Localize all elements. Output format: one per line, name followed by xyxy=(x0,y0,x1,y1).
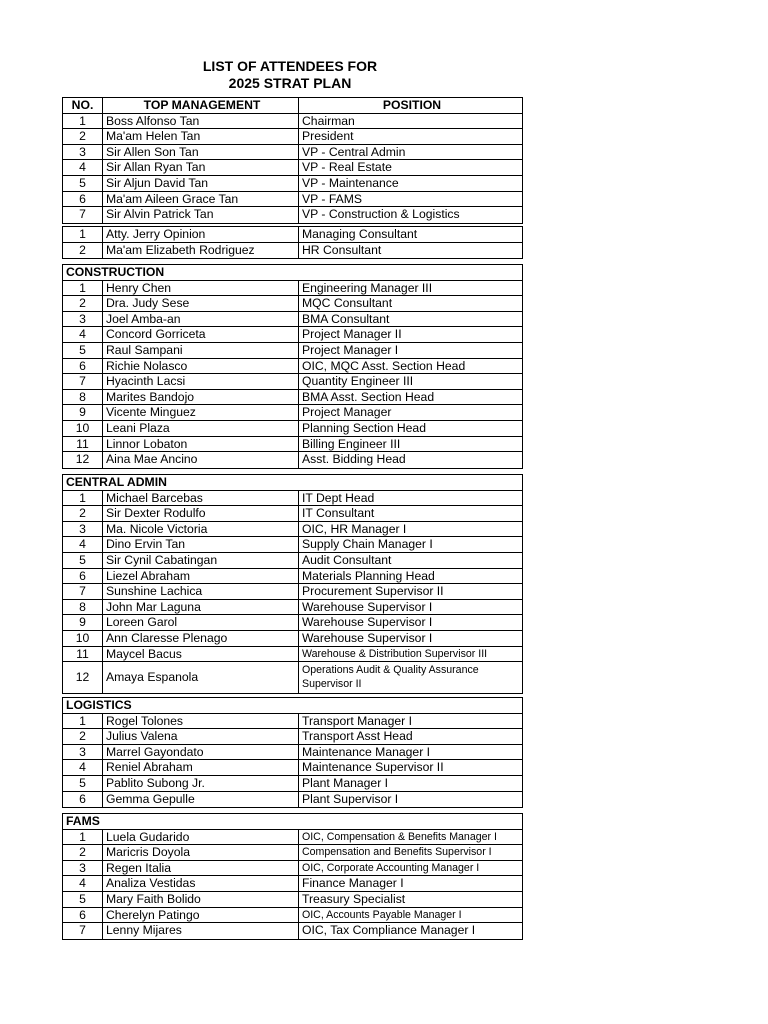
attendee-name: Liezel Abraham xyxy=(103,569,299,584)
table-row xyxy=(63,892,522,908)
title-line-1: LIST OF ATTENDEES FOR xyxy=(202,58,378,74)
table-header-row xyxy=(63,98,522,114)
row-number: 3 xyxy=(63,145,103,160)
attendee-name: Joel Amba-an xyxy=(103,312,299,327)
table-row xyxy=(63,227,522,243)
row-number: 5 xyxy=(63,776,103,791)
row-number: 12 xyxy=(63,452,103,468)
central-admin-section xyxy=(62,474,523,694)
table-row xyxy=(63,908,522,924)
row-number: 9 xyxy=(63,405,103,420)
attendee-position: Engineering Manager III xyxy=(302,280,433,295)
table-row xyxy=(63,145,522,161)
attendee-position: HR Consultant xyxy=(302,242,382,257)
table-row xyxy=(63,312,522,328)
attendee-name: Hyacinth Lacsi xyxy=(103,374,299,389)
attendee-name: Sunshine Lachica xyxy=(103,584,299,599)
section-title-logistics: LOGISTICS xyxy=(63,698,522,714)
table-row xyxy=(63,129,522,145)
attendee-name: Ma'am Elizabeth Rodriguez xyxy=(103,243,299,259)
table-row xyxy=(63,745,522,761)
table-row xyxy=(63,506,522,522)
attendee-position: OIC, Tax Compliance Manager I xyxy=(302,923,476,938)
attendee-name: Linnor Lobaton xyxy=(103,437,299,452)
attendee-name: Marites Bandojo xyxy=(103,390,299,405)
row-number: 8 xyxy=(63,390,103,405)
row-number: 6 xyxy=(63,359,103,374)
attendee-name: Lenny Mijares xyxy=(103,923,299,939)
attendee-position: VP - Real Estate xyxy=(302,160,392,175)
attendee-position: Plant Supervisor I xyxy=(302,791,399,806)
attendee-position: MQC Consultant xyxy=(302,296,393,311)
attendee-position: Operations Audit & Quality Assurance Supervisor II xyxy=(302,664,479,691)
section-title-fams: FAMS xyxy=(63,814,522,830)
row-number: 6 xyxy=(63,569,103,584)
attendee-position: Chairman xyxy=(302,113,355,128)
attendee-position: VP - Construction & Logistics xyxy=(302,207,460,222)
attendee-position: Project Manager xyxy=(302,405,392,420)
row-number: 7 xyxy=(63,584,103,599)
attendee-position: Plant Manager I xyxy=(302,775,389,790)
row-number: 2 xyxy=(63,729,103,744)
attendee-name: Sir Aljun David Tan xyxy=(103,176,299,191)
attendee-name: Analiza Vestidas xyxy=(103,876,299,891)
row-number: 5 xyxy=(63,553,103,568)
attendee-position: Transport Manager I xyxy=(302,713,412,728)
row-number: 10 xyxy=(63,421,103,436)
attendee-position: President xyxy=(302,129,354,144)
attendee-name: Ann Claresse Plenago xyxy=(103,631,299,646)
table-row xyxy=(63,615,522,631)
row-number: 1 xyxy=(63,830,103,845)
attendee-position: Planning Section Head xyxy=(302,420,426,435)
attendee-name: Gemma Gepulle xyxy=(103,792,299,808)
row-number: 7 xyxy=(63,207,103,223)
row-number: 3 xyxy=(63,312,103,327)
table-row xyxy=(63,343,522,359)
attendee-position: Project Manager II xyxy=(302,327,402,342)
attendee-name: Michael Barcebas xyxy=(103,491,299,506)
attendee-position: Audit Consultant xyxy=(302,552,392,567)
row-number: 2 xyxy=(63,129,103,144)
table-row xyxy=(63,327,522,343)
consultants-table xyxy=(62,226,523,259)
attendee-position: OIC, MQC Asst. Section Head xyxy=(302,358,466,373)
table-row xyxy=(63,537,522,553)
row-number: 5 xyxy=(63,176,103,191)
attendee-name: Sir Allan Ryan Tan xyxy=(103,160,299,175)
table-row xyxy=(63,760,522,776)
table-row xyxy=(63,405,522,421)
attendee-name: Dino Ervin Tan xyxy=(103,537,299,552)
table-row xyxy=(63,192,522,208)
row-number: 1 xyxy=(63,281,103,296)
attendee-name: Loreen Garol xyxy=(103,615,299,630)
row-number: 1 xyxy=(63,491,103,506)
table-row xyxy=(63,600,522,616)
table-row xyxy=(63,296,522,312)
attendee-position: Warehouse Supervisor I xyxy=(302,630,433,645)
table-row xyxy=(63,662,522,693)
attendee-name: Sir Cynil Cabatingan xyxy=(103,553,299,568)
attendee-name: Ma'am Aileen Grace Tan xyxy=(103,192,299,207)
attendee-position: Procurement Supervisor II xyxy=(302,584,444,599)
row-number: 7 xyxy=(63,374,103,389)
attendee-position: Compensation and Benefits Supervisor I xyxy=(302,846,492,859)
table-row xyxy=(63,861,522,877)
attendee-name: Concord Gorriceta xyxy=(103,327,299,342)
row-number: 8 xyxy=(63,600,103,615)
attendee-name: Vicente Minguez xyxy=(103,405,299,420)
header-no: NO. xyxy=(63,98,103,113)
table-row xyxy=(63,584,522,600)
row-number: 4 xyxy=(63,160,103,175)
table-row xyxy=(63,281,522,297)
table-row xyxy=(63,160,522,176)
row-number: 3 xyxy=(63,861,103,876)
attendee-name: Boss Alfonso Tan xyxy=(103,114,299,129)
table-row xyxy=(63,176,522,192)
table-row xyxy=(63,830,522,846)
attendee-name: Maricris Doyola xyxy=(103,845,299,860)
row-number: 2 xyxy=(63,243,103,259)
row-number: 4 xyxy=(63,876,103,891)
row-number: 11 xyxy=(63,647,103,662)
construction-section xyxy=(62,264,523,469)
table-row xyxy=(63,437,522,453)
table-row xyxy=(63,491,522,507)
attendee-name: Ma. Nicole Victoria xyxy=(103,522,299,537)
top-management-table xyxy=(62,97,523,224)
title-line-2: 2025 STRAT PLAN xyxy=(228,75,352,91)
row-number: 5 xyxy=(63,343,103,358)
row-number: 6 xyxy=(63,792,103,808)
section-title-construction: CONSTRUCTION xyxy=(63,265,522,281)
row-number: 2 xyxy=(63,845,103,860)
attendee-name: Maycel Bacus xyxy=(103,647,299,662)
table-row xyxy=(63,876,522,892)
row-number: 1 xyxy=(63,114,103,129)
row-number: 10 xyxy=(63,631,103,646)
attendee-name: Amaya Espanola xyxy=(103,662,299,693)
row-number: 5 xyxy=(63,892,103,907)
attendee-name: Julius Valena xyxy=(103,729,299,744)
table-row xyxy=(63,923,522,939)
document-title xyxy=(100,58,480,92)
attendee-position: Quantity Engineer III xyxy=(302,374,414,389)
table-row xyxy=(63,421,522,437)
row-number: 12 xyxy=(63,662,103,693)
row-number: 4 xyxy=(63,537,103,552)
attendee-position: Treasury Specialist xyxy=(302,891,406,906)
attendee-position: IT Consultant xyxy=(302,506,375,521)
attendee-position: Managing Consultant xyxy=(302,227,418,241)
row-number: 4 xyxy=(63,760,103,775)
attendee-position: BMA Asst. Section Head xyxy=(302,389,435,404)
attendee-name: Sir Alvin Patrick Tan xyxy=(103,207,299,223)
attendee-position: Maintenance Manager I xyxy=(302,744,431,759)
attendee-position: Asst. Bidding Head xyxy=(302,452,406,467)
fams-section xyxy=(62,813,523,940)
attendee-name: Regen Italia xyxy=(103,861,299,876)
attendee-position: Warehouse & Distribution Supervisor III xyxy=(302,647,488,660)
row-number: 1 xyxy=(63,714,103,729)
attendee-name: Mary Faith Bolido xyxy=(103,892,299,907)
table-row xyxy=(63,374,522,390)
attendee-position: Supply Chain Manager I xyxy=(302,537,433,552)
attendee-position: OIC, Accounts Payable Manager I xyxy=(302,908,462,921)
row-number: 9 xyxy=(63,615,103,630)
row-number: 6 xyxy=(63,192,103,207)
attendee-position: OIC, HR Manager I xyxy=(302,521,407,536)
row-number: 2 xyxy=(63,506,103,521)
attendee-name: Pablito Subong Jr. xyxy=(103,776,299,791)
attendee-position: Warehouse Supervisor I xyxy=(302,599,433,614)
header-top-management: TOP MANAGEMENT xyxy=(103,98,299,113)
attendee-position: BMA Consultant xyxy=(302,311,390,326)
attendee-position: Project Manager I xyxy=(302,342,399,357)
table-row xyxy=(63,452,522,468)
attendee-position: VP - Central Admin xyxy=(302,144,406,159)
attendee-name: Sir Dexter Rodulfo xyxy=(103,506,299,521)
attendee-name: Dra. Judy Sese xyxy=(103,296,299,311)
table-row xyxy=(63,359,522,375)
attendee-name: Ma'am Helen Tan xyxy=(103,129,299,144)
row-number: 4 xyxy=(63,327,103,342)
attendee-name: Raul Sampani xyxy=(103,343,299,358)
table-row xyxy=(63,845,522,861)
attendee-name: Sir Allen Son Tan xyxy=(103,145,299,160)
logistics-section xyxy=(62,697,523,808)
table-row xyxy=(63,207,522,223)
attendee-position: Billing Engineer III xyxy=(302,436,401,451)
row-number: 7 xyxy=(63,923,103,939)
section-title-central-admin: CENTRAL ADMIN xyxy=(63,475,522,491)
attendee-name: Leani Plaza xyxy=(103,421,299,436)
attendee-position: IT Dept Head xyxy=(302,490,375,505)
attendee-name: Reniel Abraham xyxy=(103,760,299,775)
attendee-position: OIC, Corporate Accounting Manager I xyxy=(302,861,480,874)
attendee-position: Finance Manager I xyxy=(302,876,404,891)
attendee-position: Materials Planning Head xyxy=(302,568,435,583)
row-number: 11 xyxy=(63,437,103,452)
attendee-name: Henry Chen xyxy=(103,281,299,296)
attendee-position: Warehouse Supervisor I xyxy=(302,615,433,630)
row-number: 6 xyxy=(63,908,103,923)
attendee-position: OIC, Compensation & Benefits Manager I xyxy=(302,830,497,843)
row-number: 2 xyxy=(63,296,103,311)
table-row xyxy=(63,522,522,538)
table-row xyxy=(63,729,522,745)
header-position: POSITION xyxy=(382,98,442,112)
table-row xyxy=(63,569,522,585)
attendee-name: Luela Gudarido xyxy=(103,830,299,845)
attendee-position: Transport Asst Head xyxy=(302,729,413,744)
table-row xyxy=(63,114,522,130)
attendee-name: Richie Nolasco xyxy=(103,359,299,374)
table-row xyxy=(63,631,522,647)
attendee-name: John Mar Laguna xyxy=(103,600,299,615)
table-row xyxy=(63,792,522,808)
attendee-name: Cherelyn Patingo xyxy=(103,908,299,923)
table-row xyxy=(63,647,522,663)
attendee-name: Rogel Tolones xyxy=(103,714,299,729)
table-row xyxy=(63,243,522,259)
row-number: 3 xyxy=(63,522,103,537)
table-row xyxy=(63,714,522,730)
table-row xyxy=(63,553,522,569)
attendee-name: Atty. Jerry Opinion xyxy=(103,227,299,242)
row-number: 1 xyxy=(63,227,103,242)
attendee-position: VP - Maintenance xyxy=(302,175,399,190)
attendee-position: VP - FAMS xyxy=(302,191,363,206)
table-row xyxy=(63,776,522,792)
attendee-name: Marrel Gayondato xyxy=(103,745,299,760)
table-row xyxy=(63,390,522,406)
attendee-position: Maintenance Supervisor II xyxy=(302,760,444,775)
row-number: 3 xyxy=(63,745,103,760)
attendee-name: Aina Mae Ancino xyxy=(103,452,299,468)
